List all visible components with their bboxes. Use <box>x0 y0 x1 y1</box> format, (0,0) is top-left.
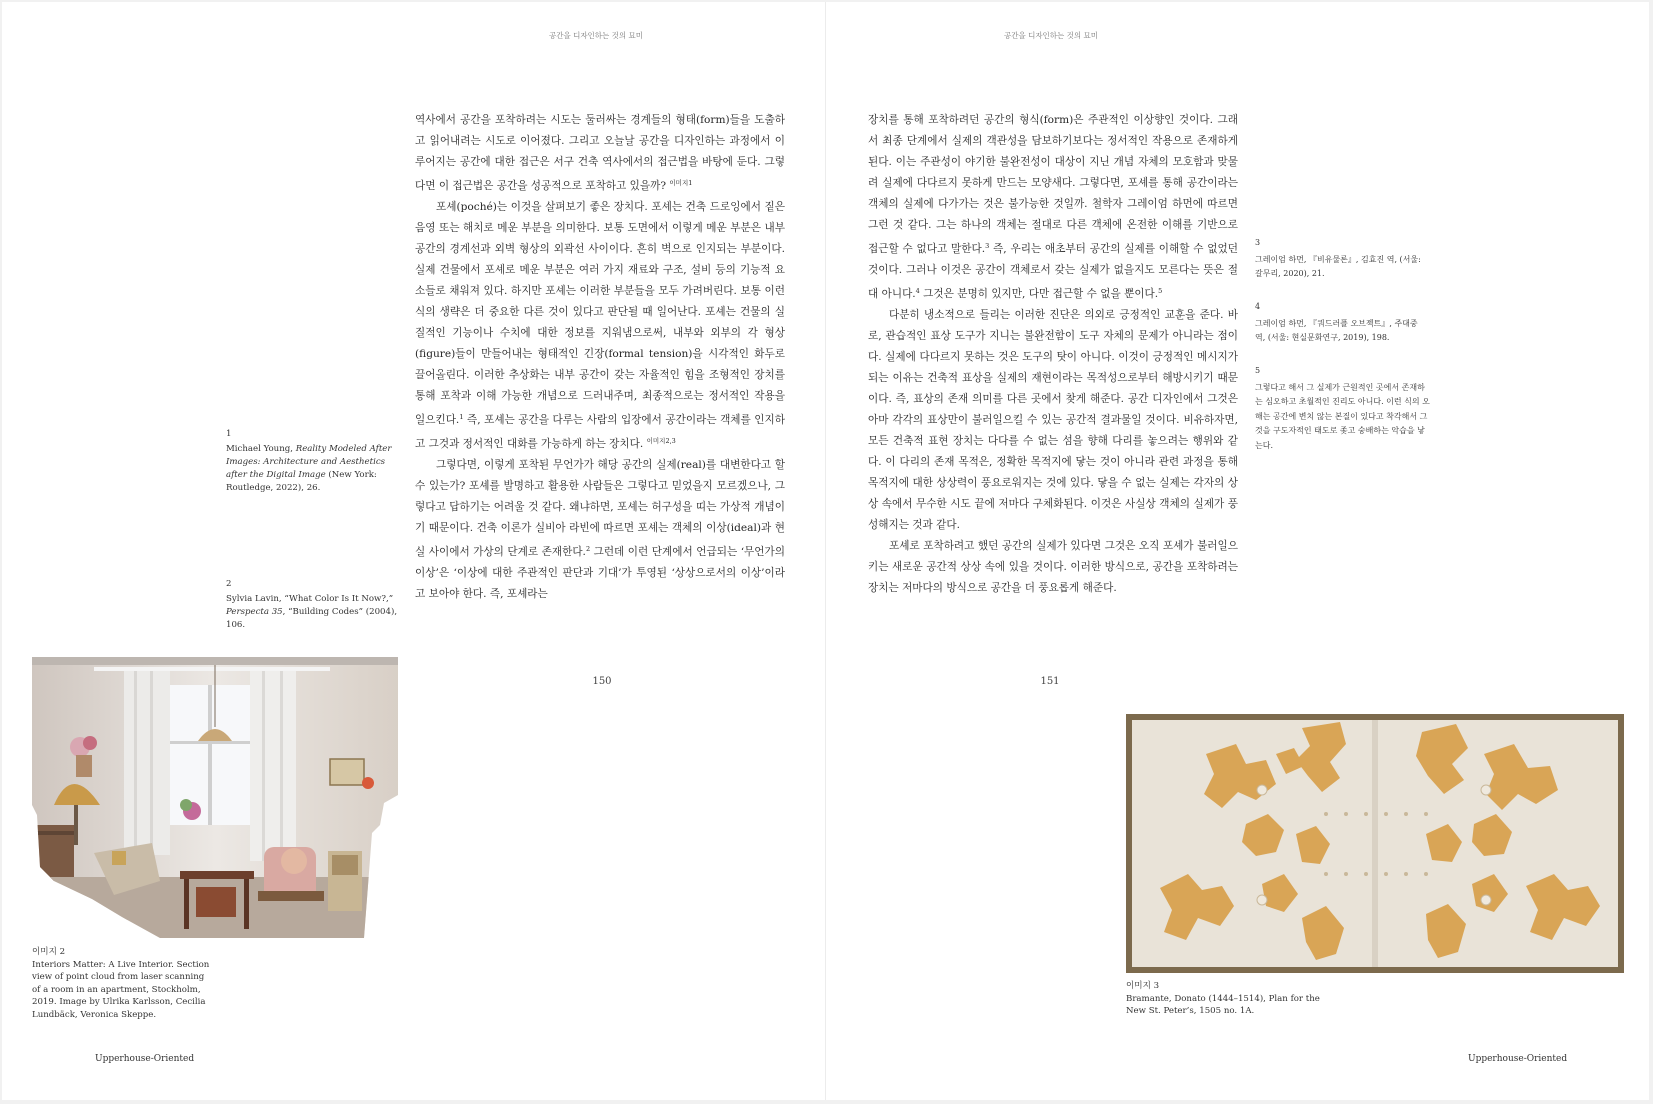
caption-image-2: 이미지 2 Interiors Matter: A Live Interior. Section view of point cloud from laser scanning of a room in an apartment, Stockholm, 2019. Image by Ulrika Karlsson, Cecilia Lundbäck, Veronica Skeppe. <box>32 947 210 1020</box>
paragraph-1: 장치를 통해 포착하려던 공간의 형식(form)은 주관적인 이상향인 것이다. 그래서 최종 단계에서 실제의 객관성을 담보하기보다는 정서적인 작용으로 존재하게 된다. 이는 주관성이 야기한 불완전성이 대상이 지닌 개념 자체의 모호함과 맞물려 실제에 다다르지 못하게 만드는 모양새다. 그렇다면, 포셰를 통해 공간이라는 객체의 실제에 다가가는 것은 불가능한 것일까. 철학자 그레이엄 하먼에 따르면 그런 것 같다. 그는 하나의 객체는 절대로 다른 객체에 온전한 이해를 기반으로 접근할 수 없다고 말한다.$^3$ 즉, 우리는 애초부터 공간의 실제를 이해할 수 없었던 것이다. 그러나 이것은 공간이 객체로서 갖는 실제가 없을지도 모른다는 뜻은 절대 아니다.$^4$ 그것은 분명히 있지만, 다만 접근할 수 없을 뿐이다.$^5$ <box>868 114 1238 300</box>
footnote-2: 2 Sylvia Lavin, “What Color Is It Now?,” Perspecta 35, “Building Codes” (2004), 106. <box>226 579 398 630</box>
left-page-body <box>415 110 785 605</box>
footnote-ref: 3 <box>985 242 990 250</box>
right-page-body <box>868 110 1238 599</box>
paragraph-3: 포셰로 포착하려고 했던 공간의 실제가 있다면 그것은 오직 포셰가 불러일으키는 새로운 공간적 상상 속에 있을 것이다. 이러한 방식으로, 공간을 포착하려는 장치는 저마다의 방식으로 공간을 더 풍요롭게 해준다. <box>868 540 1238 594</box>
image-ref: 이미지2,3 <box>646 437 676 445</box>
footnote-5: 5 그렇다고 해서 그 실제가 근원적인 곳에서 존재하는 심오하고 초월적인 진리도 아니다. 이런 식의 오해는 공간에 변치 않는 본질이 있다고 착각해서 그것을 구도자적인 태도로 좇고 숭배하는 악습을 낳는다. <box>1255 366 1430 450</box>
page-gutter <box>825 2 826 1100</box>
paragraph-2: 포셰(poché)는 이것을 살펴보기 좋은 장치다. 포셰는 건축 드로잉에서 짙은 음영 또는 해치로 메운 부분을 의미한다. 보통 도면에서 이렇게 메운 부분은 내부 공간의 경계선과 외벽 형상의 외곽선 사이이다. 흔히 벽으로 인지되는 부분이다. 실제 건물에서 포셰로 메운 부분은 여러 가지 재료와 구조, 설비 등의 기능적 요소들로 채워져 있다. 하지만 포셰는 이러한 부분들을 모두 가려버린다. 보통 이런 식의 생략은 더 중요한 다른 것이 있다고 판단될 때 일어난다. 포셰는 건물의 실질적인 기능이나 수치에 대한 정보를 지워냄으로써, 내부와 외부의 각 형상(figure)들이 만들어내는 형태적인 긴장(formal tension)을 시각적인 화두로 끌어올린다. 이러한 추상화는 내부 공간이 갖는 자율적인 힘을 조형적인 장치를 통해 포착과 이해 가능한 개념으로 드러내주며, 최종적으로는 정서적인 작용을 일으킨다.$^1$ 즉, 포셰는 공간을 다루는 사람의 입장에서 공간이라는 객체를 인지하고 그것과 정서적인 대화를 가능하게 하는 장치다. $^{이미지2,3}$ <box>415 201 785 450</box>
page-number-right: 151 <box>1040 676 1060 687</box>
page-number-left: 150 <box>592 676 612 687</box>
paragraph-2: 다분히 냉소적으로 들리는 이러한 진단은 의외로 긍정적인 교훈을 준다. 바로, 관습적인 표상 도구가 지니는 불완전함이 도구 자체의 문제가 아니라는 점이다. 실제에 다다르지 못하는 것은 도구의 탓이 아니다. 이것이 긍정적인 메시지가 되는 이유는 건축적 표상을 실제의 재현이라는 목적성으로부터 해방시키기 때문이다. 즉, 표상의 존재 의미를 다른 곳에서 찾게 해준다. 공간 디자인에서 그것은 아마 각각의 표상만이 불러일으킬 수 있는 공간적 결과물일 것이다. 비유하자면, 모든 건축적 표현 장치는 다다를 수 없는 섬을 향해 다리를 놓으려는 행위와 같다. 이 다리의 존재 목적은, 정확한 목적지에 닿는 것이 아니라 관련 과정을 통해 목적지에 대한 상상력이 풍요로워지는 것에 있다. 닿을 수 없는 실제는 각자의 상상 속에서 무수한 시도 끝에 저마다 구체화된다. 이것은 사실상 객체의 실제가 풍성해지는 것과 같다. <box>868 309 1238 531</box>
image-ref: 이미지1 <box>669 179 693 187</box>
paragraph-1: 역사에서 공간을 포착하려는 시도는 둘러싸는 경계들의 형태(form)들을 도출하고 읽어내려는 시도로 이어졌다. 그리고 오늘날 공간을 디자인하는 과정에서 이루어지는 공간에 대한 접근은 서구 건축 역사에서의 접근법을 바탕에 둔다. 그렇다면 이 접근법은 공간을 성공적으로 포착하고 있을까? $^{이미지1}$ <box>415 114 785 192</box>
footnote-ref: 4 <box>915 287 920 295</box>
footer-right: Upperhouse-Oriented <box>1468 1054 1568 1064</box>
footnote-ref: 5 <box>1158 287 1163 295</box>
running-head-right: 공간을 디자인하는 것의 묘미 <box>1003 31 1099 40</box>
st-peters-plan-image <box>1126 714 1624 973</box>
running-head-left: 공간을 디자인하는 것의 묘미 <box>548 31 644 40</box>
footer-left: Upperhouse-Oriented <box>95 1054 195 1064</box>
paragraph-3: 그렇다면, 이렇게 포착된 무언가가 해당 공간의 실제(real)를 대변한다고 할 수 있는가? 포셰를 발명하고 활용한 사람들은 그렇다고 믿었을지 모르겠으나, 그렇다고 답하기는 어려울 것 같다. 왜냐하면, 포셰는 허구성을 띠는 가상적 개념이기 때문이다. 건축 이론가 실비아 라빈에 따르면 포셰는 객체의 이상(ideal)과 현실 사이에서 가상의 단계로 존재한다.$^2$ 그런데 이런 단계에서 언급되는 ‘무언가의 이상’은 ‘이상에 대한 주관적인 판단과 기대’가 투영된 ‘상상으로서의 이상’이라고 보아야 한다. 즉, 포셰라는 <box>415 459 785 600</box>
footnote-4: 4 그레이엄 하먼, 『쿼드러플 오브젝트』, 주대중 역, (서울: 현실문화연구, 2019), 198. <box>1255 302 1418 342</box>
footnote-1: 1 Michael Young, Reality Modeled After Images: Architecture and Aesthetics after the Digital Image (New York: Routledge, 2022), 26. <box>226 429 392 493</box>
footnote-3: 3 그레이엄 하먼, 『비유물론』, 김효진 역, (서울: 갈무리, 2020), 21. <box>1255 238 1421 278</box>
book-spread <box>2 2 1649 1100</box>
interior-point-cloud-image <box>32 655 400 938</box>
caption-image-3: 이미지 3 Bramante, Donato (1444–1514), Plan for the New St. Peter’s, 1505 no. 1A. <box>1126 981 1320 1016</box>
footnote-ref: 2 <box>585 545 591 553</box>
footnote-ref: 1 <box>459 413 464 421</box>
